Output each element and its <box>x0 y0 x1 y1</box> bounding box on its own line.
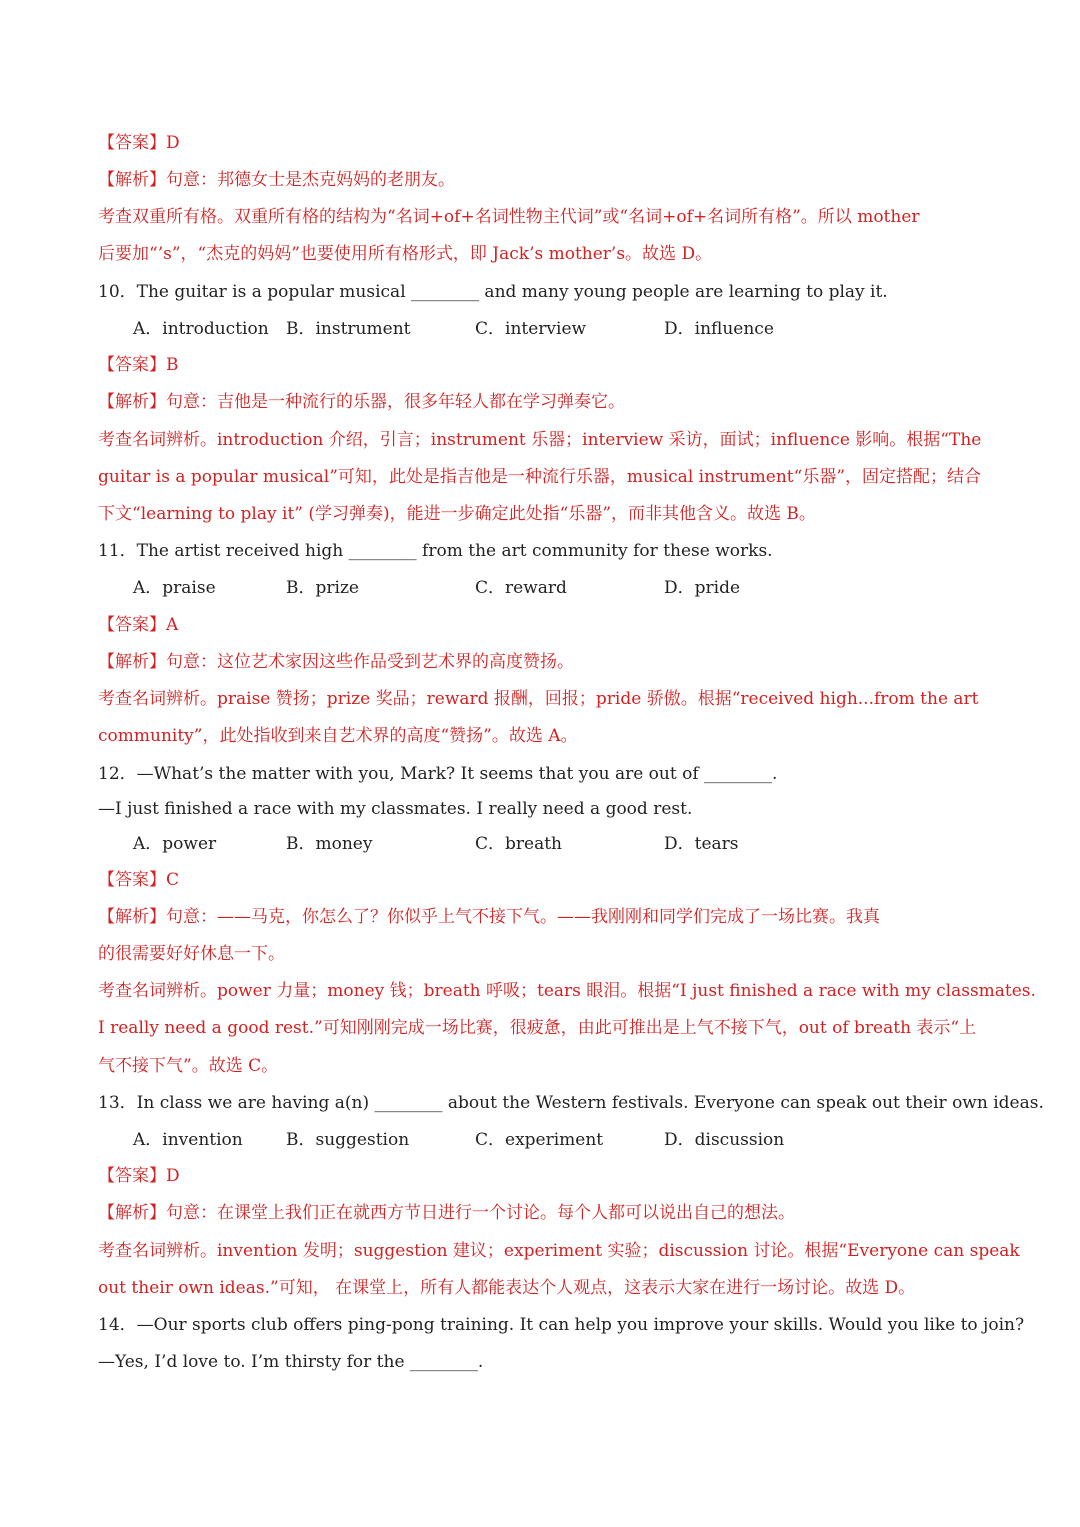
explanation-line: 下文“learning to play it” (学习弹奏)，能进一步确定此处指“乐器”，而非其他含义。故选 B。 <box>98 504 816 524</box>
option-c: C．interview <box>475 319 587 339</box>
option-c: C．reward <box>475 578 567 598</box>
option-b: B．instrument <box>286 319 411 339</box>
analysis-line: 【解析】句意：这位艺术家因这些作品受到艺术界的高度赞扬。 <box>98 652 574 672</box>
option-row <box>133 317 933 341</box>
option-a: A．introduction <box>133 319 269 339</box>
option-d: D．influence <box>664 319 774 339</box>
question-stem: 13．In class we are having a(n) ________ about the Western festivals. Everyone can speak out their own ideas. <box>98 1093 1044 1113</box>
explanation-line: 考查双重所有格。双重所有格的结构为“名词+of+名词性物主代词”或“名词+of+名词所有格”。所以 mother <box>98 207 920 227</box>
explanation-line: 考查名词辨析。power 力量；money 钱；breath 呼吸；tears 眼泪。根据“I just finished a race with my classmates. <box>98 981 1036 1001</box>
question-stem: 11．The artist received high ________ from the art community for these works. <box>98 541 773 561</box>
question-stem-reply: —I just finished a race with my classmates. I really need a good rest. <box>98 799 693 819</box>
option-c: C．experiment <box>475 1130 604 1150</box>
explanation-line: community”，此处指收到来自艺术界的高度“赞扬”。故选 A。 <box>98 726 578 746</box>
option-d: D．discussion <box>664 1130 785 1150</box>
explanation-line: I really need a good rest.”可知刚刚完成一场比赛，很疲惫，由此可推出是上气不接下气，out of breath 表示“上 <box>98 1018 977 1038</box>
option-row <box>133 832 933 856</box>
option-row <box>133 1128 933 1152</box>
option-a: A．invention <box>133 1130 243 1150</box>
explanation-line: guitar is a popular musical”可知，此处是指吉他是一种流行乐器，musical instrument“乐器”，固定搭配；结合 <box>98 467 982 487</box>
answer-line: 【答案】D <box>98 133 180 153</box>
option-b: B．prize <box>286 578 359 598</box>
analysis-line: 的很需要好好休息一下。 <box>98 944 285 964</box>
option-a: A．power <box>133 834 217 854</box>
question-stem: 14．—Our sports club offers ping-pong training. It can help you improve your skills. Would you like to join? <box>98 1315 1025 1335</box>
analysis-line: 【解析】句意：邦德女士是杰克妈妈的老朋友。 <box>98 170 455 190</box>
analysis-line: 【解析】句意：吉他是一种流行的乐器，很多年轻人都在学习弹奏它。 <box>98 392 625 412</box>
explanation-line: out their own ideas.”可知， 在课堂上，所有人都能表达个人观点，这表示大家在进行一场讨论。故选 D。 <box>98 1278 916 1298</box>
option-d: D．tears <box>664 834 739 854</box>
analysis-line: 【解析】句意：——马克，你怎么了？你似乎上气不接下气。——我刚刚和同学们完成了一场比赛。我真 <box>98 907 880 927</box>
explanation-line: 考查名词辨析。praise 赞扬；prize 奖品；reward 报酬，回报；pride 骄傲。根据“received high...from the art <box>98 689 979 709</box>
option-d: D．pride <box>664 578 741 598</box>
explanation-line: 气不接下气”。故选 C。 <box>98 1056 279 1076</box>
explanation-line: 考查名词辨析。introduction 介绍，引言；instrument 乐器；interview 采访，面试；influence 影响。根据“The <box>98 430 982 450</box>
option-b: B．money <box>286 834 373 854</box>
answer-line: 【答案】B <box>98 355 179 375</box>
option-c: C．breath <box>475 834 562 854</box>
option-a: A．praise <box>133 578 216 598</box>
explanation-line: 考查名词辨析。invention 发明；suggestion 建议；experiment 实验；discussion 讨论。根据“Everyone can speak <box>98 1241 1020 1261</box>
option-row <box>133 576 933 600</box>
answer-line: 【答案】C <box>98 870 180 890</box>
answer-line: 【答案】A <box>98 615 179 635</box>
question-stem: 10．The guitar is a popular musical ________ and many young people are learning to play it. <box>98 282 888 302</box>
answer-line: 【答案】D <box>98 1166 180 1186</box>
question-stem: 12．—What’s the matter with you, Mark? It seems that you are out of ________. <box>98 764 778 784</box>
question-stem-reply: —Yes, I’d love to. I’m thirsty for the ________. <box>98 1352 484 1372</box>
option-b: B．suggestion <box>286 1130 410 1150</box>
explanation-line: 后要加“’s”，“杰克的妈妈”也要使用所有格形式，即 Jack’s mother’s。故选 D。 <box>98 244 713 264</box>
analysis-line: 【解析】句意：在课堂上我们正在就西方节日进行一个讨论。每个人都可以说出自己的想法。 <box>98 1203 795 1223</box>
